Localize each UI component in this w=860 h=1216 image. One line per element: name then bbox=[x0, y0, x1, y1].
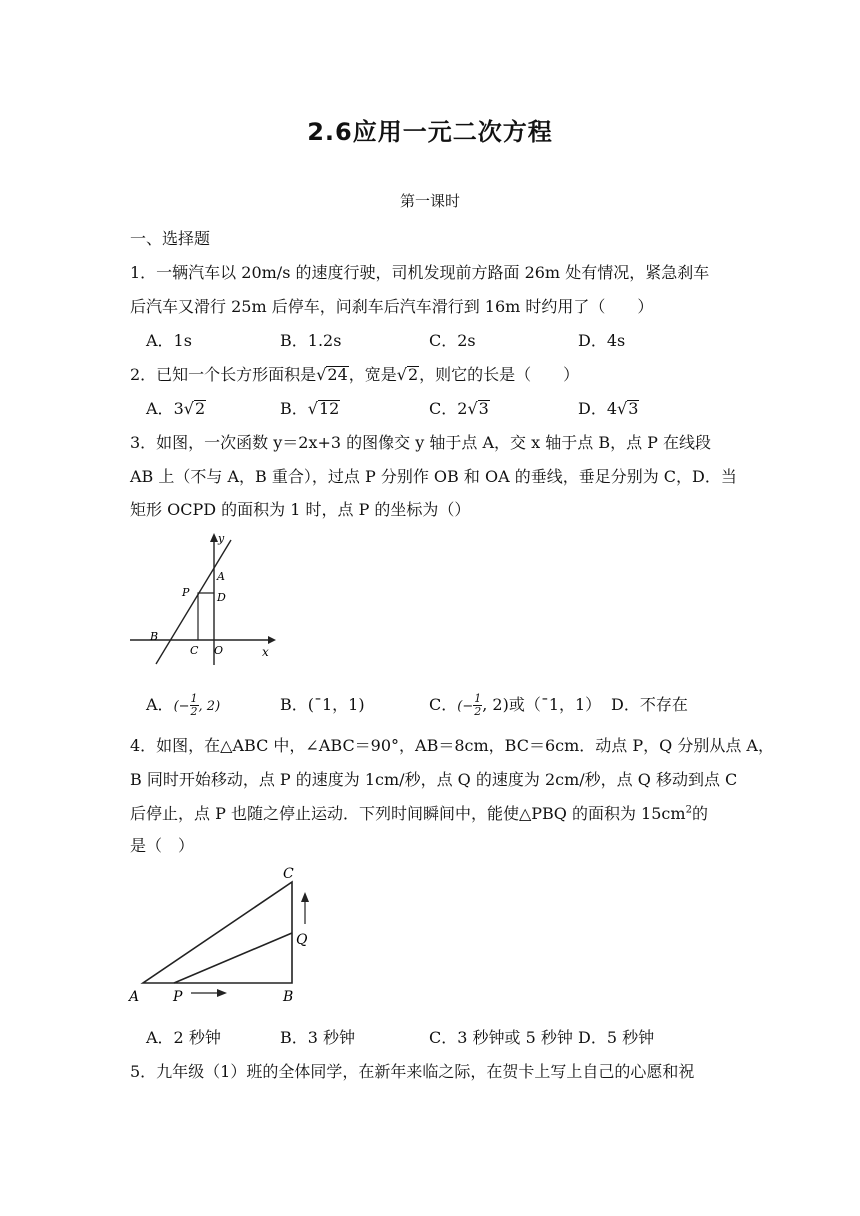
q4-option-b: B．3 秒钟 bbox=[280, 1028, 356, 1047]
fraction-numerator: 1 bbox=[474, 692, 482, 706]
option-prefix: (− bbox=[173, 699, 190, 714]
q2-option-c bbox=[429, 396, 490, 419]
label-d: D bbox=[217, 591, 226, 604]
q3-figure bbox=[128, 530, 278, 670]
label-p: P bbox=[182, 586, 190, 599]
segment-pq bbox=[174, 933, 292, 983]
fraction bbox=[473, 693, 482, 717]
label-b: B bbox=[283, 989, 294, 1005]
triangle-abc bbox=[143, 882, 292, 983]
q4-option-a: A．2 秒钟 bbox=[146, 1028, 221, 1047]
page-title: 2.6应用一元二次方程 bbox=[307, 118, 553, 146]
fraction bbox=[190, 693, 199, 717]
q3-line2: AB 上（不与 A，B 重合），过点 P 分别作 OB 和 OA 的垂线，垂足分别为 C，D．当 bbox=[130, 467, 737, 486]
y-axis-arrow bbox=[210, 533, 218, 542]
q1-line2: 后汽车又滑行 25m 后停车，问刹车后汽车滑行到 16m 时约用了（ ） bbox=[130, 297, 654, 316]
q1-line1: 1．一辆汽车以 20m/s 的速度行驶，司机发现前方路面 26m 处有情况，紧急刹车 bbox=[130, 263, 710, 282]
option-coef: 2 bbox=[457, 399, 468, 418]
option-suffix: , 2)或（¯1，1） bbox=[482, 695, 602, 714]
q3-option-a bbox=[146, 692, 220, 718]
option-label: B． bbox=[280, 399, 308, 418]
q4-line3-text: 后停止，点 P 也随之停止运动．下列时间瞬间中，能使△PBQ 的面积为 15cm bbox=[130, 804, 686, 823]
q2-option-a bbox=[146, 396, 206, 419]
label-a: A bbox=[217, 570, 225, 583]
option-radicand: 12 bbox=[318, 399, 340, 418]
x-axis-arrow bbox=[268, 636, 276, 644]
sqrt-sign: √ bbox=[183, 399, 194, 418]
q4-figure bbox=[125, 862, 325, 1007]
q3-line1: 3．如图，一次函数 y＝2x+3 的图像交 y 轴于点 A，交 x 轴于点 B，点 P 在线段 bbox=[130, 433, 712, 452]
q3-line3: 矩形 OCPD 的面积为 1 时，点 P 的坐标为（） bbox=[130, 500, 471, 519]
label-c: C bbox=[190, 644, 199, 657]
q2-text-c: ，则它的长是（ ） bbox=[419, 365, 580, 384]
section-heading: 一、选择题 bbox=[130, 229, 211, 248]
q1-option-d: D．4s bbox=[578, 331, 626, 350]
option-radicand: 2 bbox=[194, 399, 206, 418]
option-label: A． bbox=[146, 695, 174, 714]
q3-option-c bbox=[429, 692, 601, 718]
label-x: x bbox=[262, 645, 269, 659]
sqrt-sign: √ bbox=[316, 365, 327, 384]
q4-line2: B 同时开始移动，点 P 的速度为 1cm/秒，点 Q 的速度为 2cm/秒，点 Q 移动到点 C bbox=[130, 770, 738, 789]
option-suffix: , 2) bbox=[198, 699, 221, 714]
q2-text-b: ，宽是 bbox=[348, 365, 397, 384]
q2-rad-width: 2 bbox=[407, 365, 419, 384]
arrow-up-head bbox=[301, 892, 309, 902]
superscript: 2 bbox=[685, 804, 692, 816]
q4-option-d: D．5 秒钟 bbox=[578, 1028, 655, 1047]
q2-option-b bbox=[280, 396, 340, 419]
q5-line1: 5．九年级（1）班的全体同学，在新年来临之际，在贺卡上写上自己的心愿和祝 bbox=[130, 1062, 695, 1081]
lesson-subtitle: 第一课时 bbox=[399, 192, 460, 210]
q1-option-c: C．2s bbox=[429, 331, 476, 350]
fraction-denominator: 2 bbox=[190, 705, 198, 718]
fraction-numerator: 1 bbox=[190, 692, 198, 706]
option-coef: 3 bbox=[173, 399, 184, 418]
q4-line1: 4．如图，在△ABC 中，∠ABC＝90°，AB＝8cm，BC＝6cm．动点 P，Q 分别从点 A， bbox=[130, 736, 774, 755]
q4-line3-end: 的 bbox=[691, 804, 708, 823]
label-p: P bbox=[173, 989, 183, 1005]
option-radicand: 3 bbox=[628, 399, 639, 418]
q2-rad-area: 24 bbox=[327, 365, 348, 384]
q3-option-d: D．不存在 bbox=[611, 695, 688, 714]
label-a: A bbox=[129, 989, 140, 1005]
q2-option-d bbox=[578, 396, 639, 419]
label-y: y bbox=[218, 532, 225, 545]
rectangle-ocpd bbox=[198, 593, 214, 640]
q1-option-b: B．1.2s bbox=[280, 331, 342, 350]
sqrt-sign: √ bbox=[467, 399, 478, 418]
sqrt-sign: √ bbox=[617, 399, 628, 418]
option-coef: 4 bbox=[606, 399, 618, 418]
arrow-right-head bbox=[217, 989, 227, 997]
q1-option-a: A．1s bbox=[146, 331, 192, 350]
q2-text-a: 2．已知一个长方形面积是 bbox=[130, 365, 317, 384]
option-radicand: 3 bbox=[478, 399, 489, 418]
label-b: B bbox=[150, 630, 159, 643]
sqrt-sign: √ bbox=[307, 399, 318, 418]
q2-stem bbox=[130, 362, 579, 385]
q3-option-b: B．(¯1，1) bbox=[280, 695, 365, 714]
label-q: Q bbox=[296, 932, 308, 948]
q4-line3 bbox=[130, 801, 708, 824]
q4-option-c: C．3 秒钟或 5 秒钟 bbox=[429, 1028, 573, 1047]
option-label: A． bbox=[146, 399, 174, 418]
fraction-denominator: 2 bbox=[474, 705, 482, 718]
sqrt-sign: √ bbox=[396, 365, 407, 384]
label-o: O bbox=[214, 644, 224, 657]
option-label: C． bbox=[429, 399, 458, 418]
option-label: D． bbox=[578, 399, 607, 418]
q4-line4: 是（ ） bbox=[130, 836, 195, 855]
option-prefix: (− bbox=[457, 699, 474, 714]
label-c: C bbox=[283, 866, 294, 882]
option-label: C． bbox=[429, 695, 458, 714]
